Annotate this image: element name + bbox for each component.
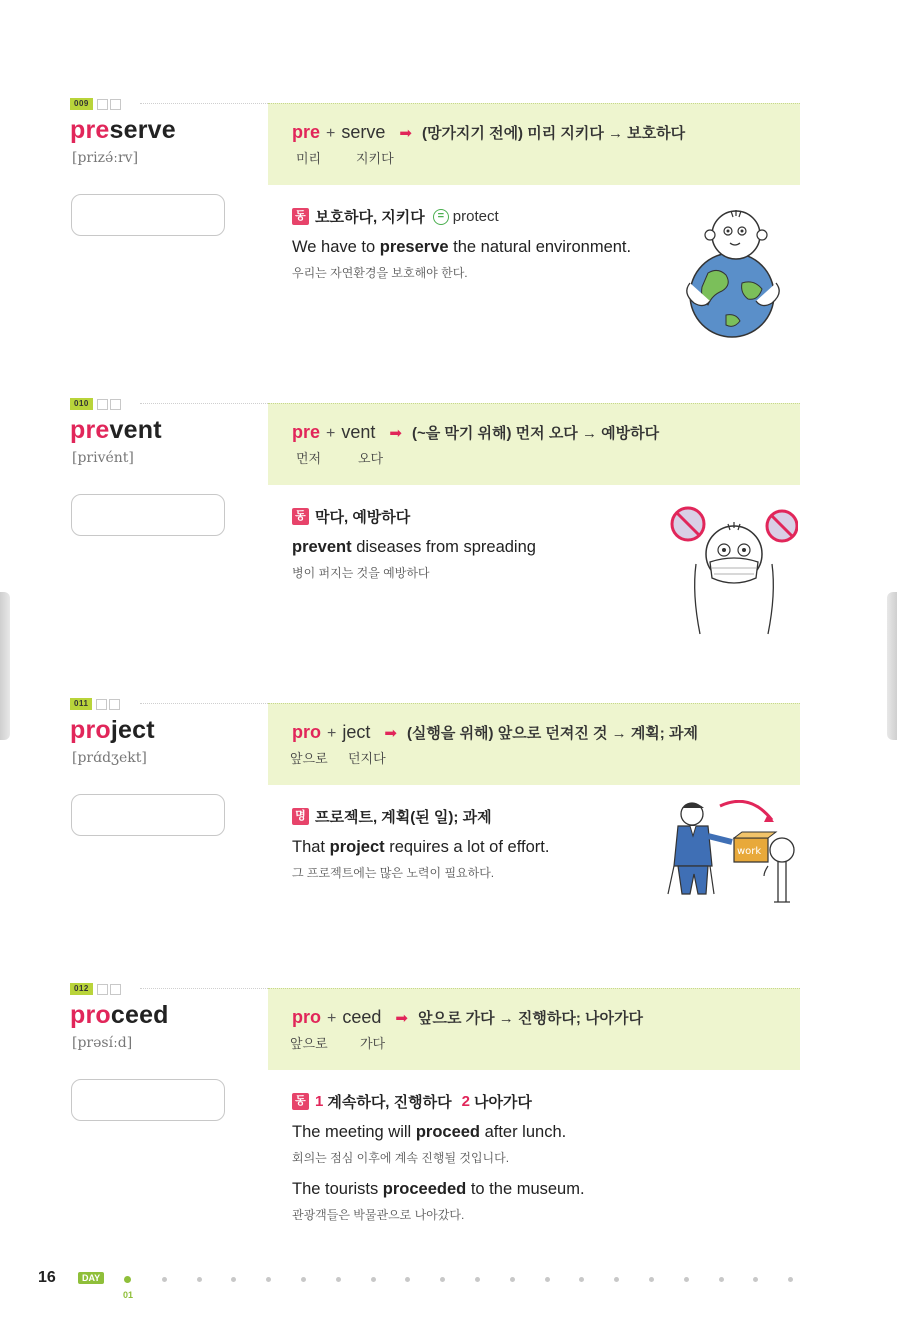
pos-badge: 명 bbox=[292, 808, 309, 825]
definition: 보호하다, 지키다 bbox=[315, 209, 425, 226]
check-box[interactable] bbox=[110, 984, 121, 995]
day-progress-dot bbox=[371, 1277, 376, 1282]
day-progress-dot bbox=[231, 1277, 236, 1282]
example-english: That project requires a lot of effort. bbox=[292, 838, 550, 856]
plus-sign: + bbox=[327, 725, 337, 742]
entry-number-row bbox=[70, 698, 120, 710]
right-side-tab bbox=[887, 592, 897, 740]
pronunciation: [prɑ́dʒekt] bbox=[72, 750, 147, 766]
check-box[interactable] bbox=[96, 699, 107, 710]
definition-line bbox=[292, 506, 410, 527]
ety-root-meaning: 가다 bbox=[360, 1036, 386, 1051]
ety-prefix-meaning: 먼저 bbox=[296, 451, 322, 466]
headword bbox=[70, 716, 155, 745]
ety-root: serve bbox=[341, 122, 386, 142]
ety-prefix-meaning: 미리 bbox=[296, 151, 322, 166]
example-korean: 회의는 점심 이후에 계속 진행될 것입니다. bbox=[292, 1151, 510, 1165]
day-progress-dot bbox=[475, 1277, 480, 1282]
example-korean: 그 프로젝트에는 많은 노력이 필요하다. bbox=[292, 866, 495, 880]
pos-badge: 동 bbox=[292, 508, 309, 525]
ety-meaning: (~을 막기 위해) 먼저 오다 → 예방하다 bbox=[411, 425, 660, 442]
earth-hug-illustration bbox=[676, 203, 794, 338]
etymology-panel bbox=[268, 988, 800, 1070]
etymology-panel bbox=[268, 103, 800, 185]
page-footer bbox=[0, 1264, 897, 1304]
plus-sign: + bbox=[326, 425, 336, 442]
entry-number-row bbox=[70, 983, 121, 995]
dotted-divider bbox=[140, 103, 270, 104]
definition-line bbox=[292, 1091, 532, 1112]
entry-number: 011 bbox=[70, 698, 92, 710]
ety-root: vent bbox=[341, 422, 376, 442]
dotted-divider bbox=[140, 703, 270, 704]
definition: 계속하다, 진행하다 bbox=[327, 1094, 452, 1111]
answer-box[interactable] bbox=[71, 1079, 225, 1121]
check-box[interactable] bbox=[109, 699, 120, 710]
day-progress-dot bbox=[162, 1277, 167, 1282]
word-entry-project bbox=[70, 698, 800, 958]
arrow-icon: ➡ bbox=[389, 425, 402, 442]
definition-line bbox=[292, 206, 499, 227]
headword bbox=[70, 416, 162, 445]
day-progress-dot bbox=[405, 1277, 410, 1282]
day-number: 01 bbox=[123, 1290, 134, 1300]
arrow-icon: ➡ bbox=[399, 125, 412, 142]
pronunciation: [prizə́ːrv] bbox=[72, 150, 139, 166]
ety-prefix: pro bbox=[292, 722, 321, 742]
synonym-icon: = bbox=[433, 209, 449, 225]
ety-root-meaning: 오다 bbox=[358, 451, 384, 466]
headword-root: vent bbox=[109, 416, 162, 444]
day-progress-dot bbox=[545, 1277, 550, 1282]
headword-prefix: pre bbox=[70, 116, 110, 144]
headword-root: ject bbox=[110, 716, 155, 744]
headword-root: serve bbox=[109, 116, 176, 144]
day-progress-dot bbox=[719, 1277, 724, 1282]
check-box[interactable] bbox=[97, 399, 108, 410]
sense-number: 2 bbox=[461, 1093, 470, 1110]
ety-root-meaning: 지키다 bbox=[356, 151, 394, 166]
ety-prefix: pre bbox=[292, 122, 321, 142]
synonym-word: protect bbox=[452, 208, 499, 225]
day-progress-dot bbox=[684, 1277, 689, 1282]
day-progress-dot bbox=[579, 1277, 584, 1282]
day-progress-dot bbox=[197, 1277, 202, 1282]
etymology-panel bbox=[268, 703, 800, 785]
entry-number: 010 bbox=[70, 398, 93, 410]
check-box[interactable] bbox=[110, 399, 121, 410]
page-number: 16 bbox=[38, 1269, 56, 1286]
check-box[interactable] bbox=[97, 984, 108, 995]
box-label: work bbox=[737, 846, 762, 857]
example-english: We have to preserve the natural environment. bbox=[292, 238, 632, 256]
definition-line bbox=[292, 806, 492, 827]
headword-root: ceed bbox=[110, 1001, 169, 1029]
ety-root-meaning: 던지다 bbox=[348, 751, 386, 766]
headword-prefix: pre bbox=[70, 416, 110, 444]
pronunciation: [prəsíːd] bbox=[72, 1035, 133, 1051]
synonym bbox=[433, 208, 499, 225]
definition-2: 나아가다 bbox=[473, 1094, 532, 1111]
pos-badge: 동 bbox=[292, 208, 309, 225]
etymology-panel bbox=[268, 403, 800, 485]
definition: 막다, 예방하다 bbox=[315, 509, 411, 526]
example-korean: 관광객들은 박물관으로 나아갔다. bbox=[292, 1208, 465, 1222]
ety-prefix-meaning: 앞으로 bbox=[290, 1036, 328, 1051]
day-progress-dot bbox=[440, 1277, 445, 1282]
answer-box[interactable] bbox=[71, 194, 225, 236]
ety-prefix: pro bbox=[292, 1007, 321, 1027]
check-box[interactable] bbox=[110, 99, 121, 110]
definition: 프로젝트, 계획(된 일); 과제 bbox=[315, 809, 492, 826]
entry-number: 009 bbox=[70, 98, 93, 110]
dotted-divider bbox=[140, 988, 270, 989]
day-progress-dot bbox=[336, 1277, 341, 1282]
arrow-icon: ➡ bbox=[395, 1010, 408, 1027]
ety-root: ject bbox=[342, 722, 371, 742]
check-box[interactable] bbox=[97, 99, 108, 110]
pos-badge: 동 bbox=[292, 1093, 309, 1110]
entry-number-row bbox=[70, 98, 121, 110]
plus-sign: + bbox=[326, 125, 336, 142]
dotted-divider bbox=[140, 403, 270, 404]
word-entry-prevent bbox=[70, 398, 800, 658]
headword-prefix: pro bbox=[70, 716, 111, 744]
mask-wearing-illustration bbox=[666, 504, 798, 636]
left-side-tab bbox=[0, 592, 10, 740]
day-progress-dot bbox=[301, 1277, 306, 1282]
answer-box[interactable] bbox=[71, 794, 225, 836]
day-progress-dot-active bbox=[124, 1276, 131, 1283]
day-progress-dot bbox=[614, 1277, 619, 1282]
example-english: The tourists proceeded to the museum. bbox=[292, 1180, 585, 1198]
answer-box[interactable] bbox=[71, 494, 225, 536]
pronunciation: [privént] bbox=[72, 450, 134, 466]
day-badge: DAY bbox=[78, 1272, 104, 1284]
ety-meaning: 앞으로 가다 → 진행하다; 나아가다 bbox=[417, 1010, 644, 1027]
day-progress-dot bbox=[510, 1277, 515, 1282]
headword-prefix: pro bbox=[70, 1001, 111, 1029]
ety-prefix-meaning: 앞으로 bbox=[290, 751, 328, 766]
example-english: The meeting will proceed after lunch. bbox=[292, 1123, 567, 1141]
sense-number: 1 bbox=[315, 1093, 324, 1110]
entry-number-row bbox=[70, 398, 121, 410]
day-progress-dot bbox=[266, 1277, 271, 1282]
entry-number: 012 bbox=[70, 983, 93, 995]
example-korean: 우리는 자연환경을 보호해야 한다. bbox=[292, 266, 468, 280]
plus-sign: + bbox=[327, 1010, 337, 1027]
ety-meaning: (망가지기 전에) 미리 지키다 → 보호하다 bbox=[421, 125, 686, 142]
word-entry-proceed bbox=[70, 983, 800, 1243]
day-progress-dot bbox=[788, 1277, 793, 1282]
ety-prefix: pre bbox=[292, 422, 321, 442]
example-english: prevent diseases from spreading bbox=[292, 538, 536, 556]
day-progress-dot bbox=[649, 1277, 654, 1282]
example-korean: 병이 퍼지는 것을 예방하다 bbox=[292, 566, 430, 580]
arrow-icon: ➡ bbox=[384, 725, 397, 742]
ety-root: ceed bbox=[342, 1007, 382, 1027]
headword bbox=[70, 116, 176, 145]
day-progress-dot bbox=[753, 1277, 758, 1282]
word-entry-preserve bbox=[70, 98, 800, 358]
ety-meaning: (실행을 위해) 앞으로 던져진 것 → 계획; 과제 bbox=[406, 725, 698, 742]
headword bbox=[70, 1001, 169, 1030]
handing-project-illustration bbox=[664, 800, 800, 928]
